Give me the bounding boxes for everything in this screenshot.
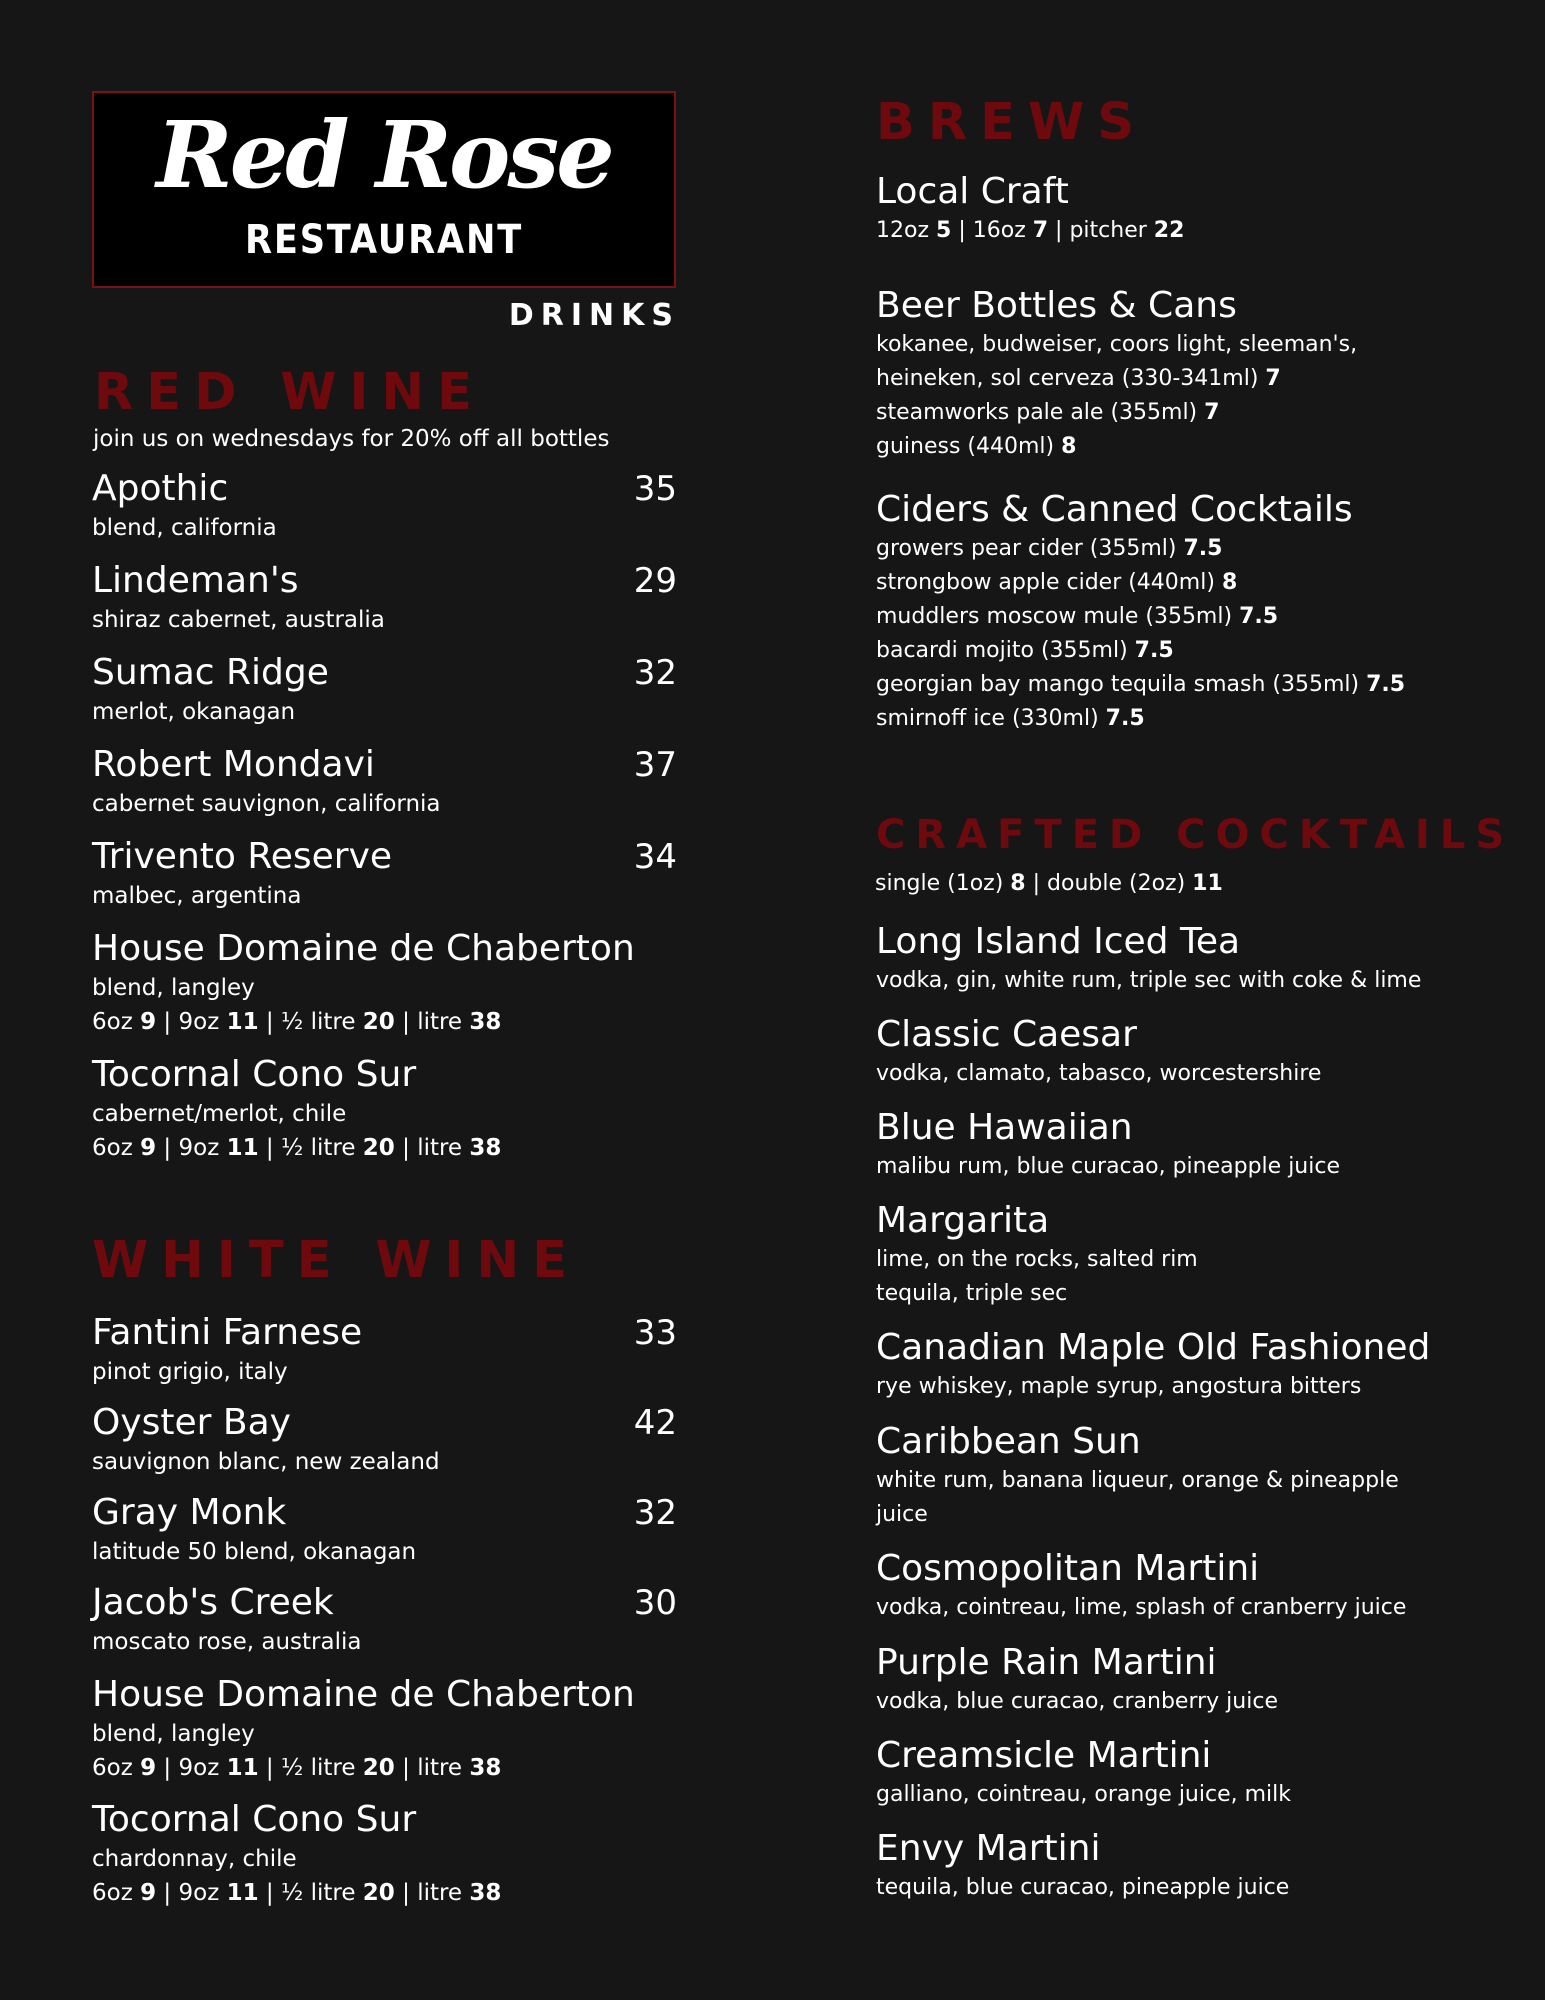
red-wine-title: RED WINE xyxy=(94,363,485,422)
wine-price: 37 xyxy=(633,745,677,785)
cocktail-desc: vodka, clamato, tabasco, worcestershire xyxy=(876,1061,1322,1086)
brew-line: growers pear cider (355ml) 7.5 xyxy=(876,536,1223,561)
red-wine-item xyxy=(92,1053,677,1165)
cocktail-desc: tequila, triple sec xyxy=(876,1281,1068,1306)
red-wine-item xyxy=(92,651,677,729)
wine-name: Sumac Ridge xyxy=(92,652,329,693)
red-wine-item xyxy=(92,467,677,545)
white-wine-item xyxy=(92,1401,677,1479)
wine-price: 30 xyxy=(633,1583,677,1623)
wine-name: House Domaine de Chaberton xyxy=(92,1674,635,1715)
wine-size-prices: 6oz 9 | 9oz 11 | ½ litre 20 | litre 38 xyxy=(92,1009,502,1035)
wine-name: Lindeman's xyxy=(92,560,299,601)
cocktail-item xyxy=(876,920,1476,998)
cocktails-pricing: single (1oz) 8 | double (2oz) 11 xyxy=(875,871,1223,896)
wine-desc: cabernet sauvignon, california xyxy=(92,791,441,817)
cocktail-name: Purple Rain Martini xyxy=(876,1642,1217,1683)
cocktail-item xyxy=(876,1547,1476,1625)
brew-line: georgian bay mango tequila smash (355ml) 7.5 xyxy=(876,672,1406,697)
cocktail-name: Blue Hawaiian xyxy=(876,1107,1133,1148)
red-wine-item xyxy=(92,743,677,821)
wine-size-prices: 6oz 9 | 9oz 11 | ½ litre 20 | litre 38 xyxy=(92,1755,502,1781)
brew-line: guiness (440ml) 8 xyxy=(876,434,1077,459)
brew-line: strongbow apple cider (440ml) 8 xyxy=(876,570,1238,595)
brew-item-bottles xyxy=(876,284,1476,464)
brews-title: BREWS xyxy=(876,93,1147,152)
red-wine-note: join us on wednesdays for 20% off all bottles xyxy=(93,426,610,452)
wine-name: Apothic xyxy=(92,468,229,509)
wine-desc: pinot grigio, italy xyxy=(92,1359,288,1385)
wine-desc: moscato rose, australia xyxy=(92,1629,362,1655)
brew-name: Beer Bottles & Cans xyxy=(876,285,1237,326)
wine-price: 32 xyxy=(633,1493,677,1533)
cocktail-desc: lime, on the rocks, salted rim xyxy=(876,1247,1198,1272)
restaurant-logo xyxy=(92,91,676,288)
cocktail-desc: malibu rum, blue curacao, pineapple juice xyxy=(876,1154,1340,1179)
wine-size-prices: 6oz 9 | 9oz 11 | ½ litre 20 | litre 38 xyxy=(92,1880,502,1906)
cocktail-item xyxy=(876,1199,1476,1311)
brew-name: Ciders & Canned Cocktails xyxy=(876,489,1353,530)
white-wine-item xyxy=(92,1798,677,1910)
cocktail-name: Envy Martini xyxy=(876,1828,1101,1869)
cocktail-item xyxy=(876,1106,1476,1184)
wine-desc: merlot, okanagan xyxy=(92,699,296,725)
logo-sub-text: RESTAURANT xyxy=(245,217,523,263)
cocktail-item xyxy=(876,1641,1476,1719)
cocktail-name: Classic Caesar xyxy=(876,1014,1137,1055)
wine-name: Tocornal Cono Sur xyxy=(92,1054,417,1095)
cocktails-title: CRAFTED COCKTAILS xyxy=(876,812,1515,858)
wine-name: Tocornal Cono Sur xyxy=(92,1799,417,1840)
cocktail-name: Caribbean Sun xyxy=(876,1421,1141,1462)
brew-size-prices: 12oz 5 | 16oz 7 | pitcher 22 xyxy=(876,218,1185,243)
red-wine-item xyxy=(92,559,677,637)
wine-name: Jacob's Creek xyxy=(92,1582,334,1623)
wine-desc: blend, langley xyxy=(92,1721,255,1747)
cocktail-name: Creamsicle Martini xyxy=(876,1735,1212,1776)
brew-item-ciders xyxy=(876,488,1476,736)
wine-price: 42 xyxy=(633,1403,677,1443)
cocktail-item xyxy=(876,1326,1476,1404)
wine-desc: sauvignon blanc, new zealand xyxy=(92,1449,440,1475)
wine-desc: blend, california xyxy=(92,515,277,541)
white-wine-item xyxy=(92,1673,677,1785)
drinks-heading: DRINKS xyxy=(508,298,680,333)
wine-price: 35 xyxy=(633,469,677,509)
cocktail-desc: vodka, cointreau, lime, splash of cranberry juice xyxy=(876,1595,1407,1620)
brew-item-local-craft xyxy=(876,170,1476,248)
cocktail-desc: white rum, banana liqueur, orange & pineapple juice xyxy=(876,1468,1399,1527)
wine-desc: chardonnay, chile xyxy=(92,1846,297,1872)
cocktail-desc: tequila, blue curacao, pineapple juice xyxy=(876,1875,1290,1900)
wine-name: Robert Mondavi xyxy=(92,744,375,785)
wine-desc: cabernet/merlot, chile xyxy=(92,1101,347,1127)
wine-price: 33 xyxy=(633,1313,677,1353)
wine-desc: latitude 50 blend, okanagan xyxy=(92,1539,417,1565)
wine-name: House Domaine de Chaberton xyxy=(92,928,635,969)
wine-name: Gray Monk xyxy=(92,1492,287,1533)
cocktail-item xyxy=(876,1013,1476,1091)
brew-line: kokanee, budweiser, coors light, sleeman's, xyxy=(876,332,1358,357)
cocktail-item xyxy=(876,1420,1476,1532)
cocktail-name: Long Island Iced Tea xyxy=(876,921,1241,962)
cocktail-name: Canadian Maple Old Fashioned xyxy=(876,1327,1431,1368)
brew-line: muddlers moscow mule (355ml) 7.5 xyxy=(876,604,1279,629)
white-wine-item xyxy=(92,1581,677,1659)
brew-line: smirnoff ice (330ml) 7.5 xyxy=(876,706,1145,731)
wine-price: 34 xyxy=(633,837,677,877)
wine-desc: malbec, argentina xyxy=(92,883,302,909)
cocktail-desc: rye whiskey, maple syrup, angostura bitters xyxy=(876,1374,1362,1399)
cocktail-desc: vodka, blue curacao, cranberry juice xyxy=(876,1689,1278,1714)
cocktail-desc: galliano, cointreau, orange juice, milk xyxy=(876,1782,1292,1807)
red-wine-item xyxy=(92,927,677,1039)
brew-line: steamworks pale ale (355ml) 7 xyxy=(876,400,1220,425)
wine-price: 32 xyxy=(633,653,677,693)
logo-script-text: Red Rose xyxy=(156,101,612,209)
wine-desc: shiraz cabernet, australia xyxy=(92,607,385,633)
red-wine-item xyxy=(92,835,677,913)
white-wine-title: WHITE WINE xyxy=(92,1231,581,1290)
cocktail-item xyxy=(876,1734,1476,1812)
wine-price: 29 xyxy=(633,561,677,601)
wine-desc: blend, langley xyxy=(92,975,255,1001)
wine-name: Trivento Reserve xyxy=(92,836,393,877)
cocktail-desc: vodka, gin, white rum, triple sec with coke & lime xyxy=(876,968,1422,993)
wine-name: Oyster Bay xyxy=(92,1402,291,1443)
cocktail-name: Margarita xyxy=(876,1200,1050,1241)
white-wine-item xyxy=(92,1311,677,1389)
brew-line: bacardi mojito (355ml) 7.5 xyxy=(876,638,1174,663)
white-wine-item xyxy=(92,1491,677,1569)
cocktail-item xyxy=(876,1827,1476,1905)
wine-size-prices: 6oz 9 | 9oz 11 | ½ litre 20 | litre 38 xyxy=(92,1135,502,1161)
cocktail-name: Cosmopolitan Martini xyxy=(876,1548,1260,1589)
wine-name: Fantini Farnese xyxy=(92,1312,363,1353)
brew-line: heineken, sol cerveza (330-341ml) 7 xyxy=(876,366,1281,391)
brew-name: Local Craft xyxy=(876,171,1069,212)
